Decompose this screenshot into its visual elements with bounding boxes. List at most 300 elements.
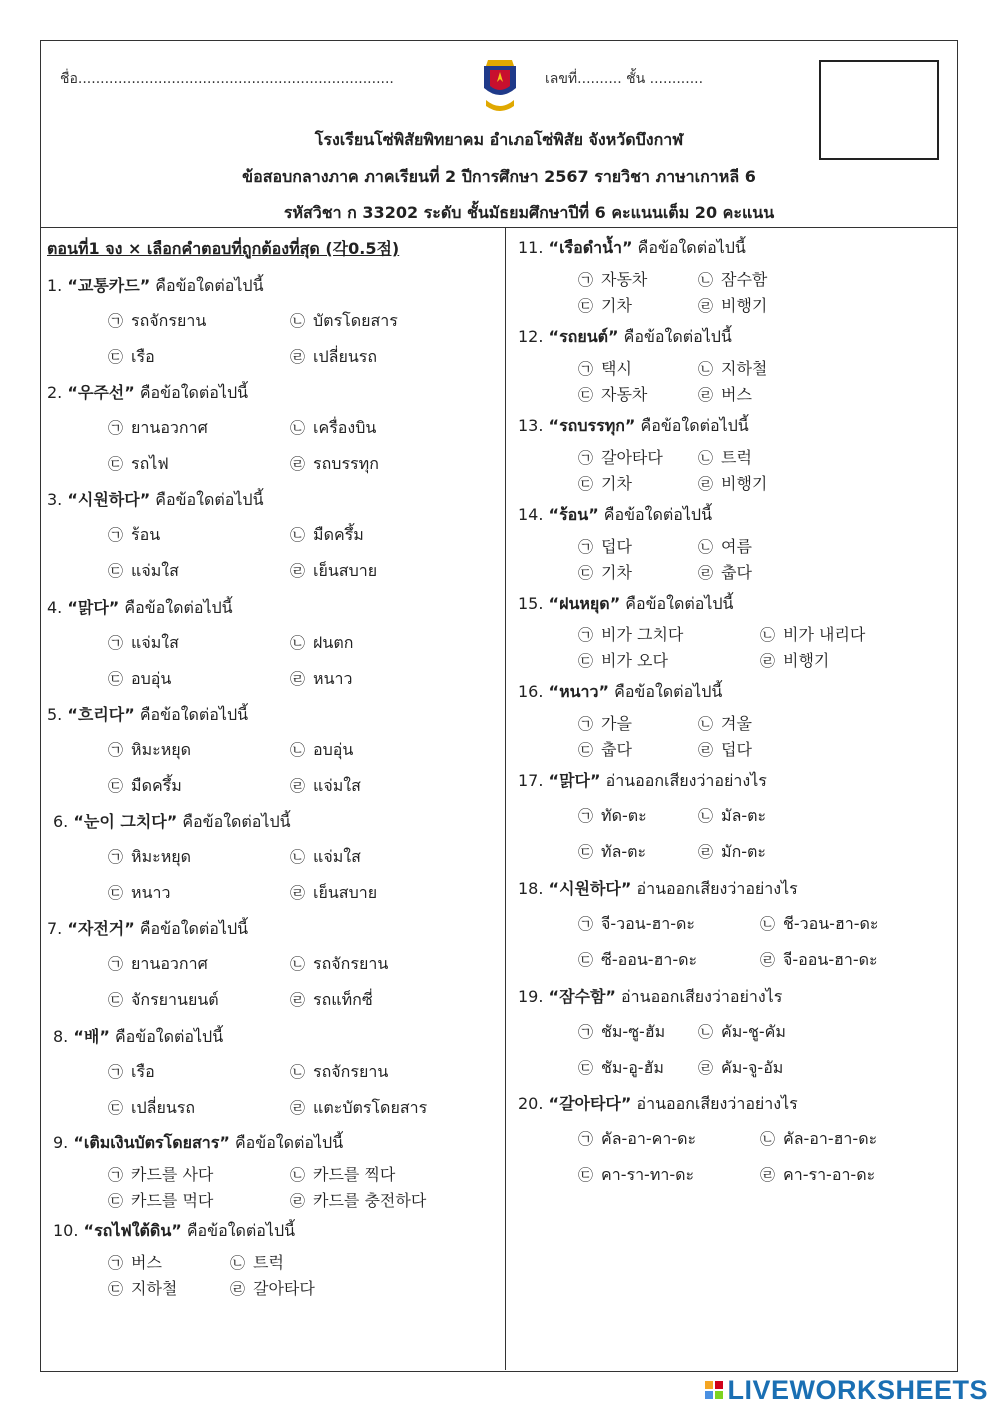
question-18-option-1[interactable]	[578, 912, 695, 937]
question-11-option-4[interactable]	[698, 293, 767, 316]
option-text: มืดครึ้ม	[313, 525, 364, 544]
question-19-option-3[interactable]	[578, 1056, 664, 1081]
option-text: แจ่มใส	[313, 776, 361, 795]
question-13-option-3[interactable]	[578, 471, 632, 494]
option-marker: ㉣	[290, 1192, 306, 1210]
question-term: “หนาว”	[548, 682, 610, 701]
question-number: 19.	[518, 987, 544, 1006]
option-text: รถไฟ	[131, 454, 169, 473]
question-prompt: คือข้อใดต่อไปนี้	[134, 705, 249, 724]
question-prompt: คือข้อใดต่อไปนี้	[181, 1221, 296, 1240]
question-7-option-1[interactable]	[108, 952, 208, 977]
question-20	[518, 1091, 798, 1117]
option-marker: ㉣	[698, 386, 714, 404]
option-marker: ㉠	[108, 1166, 124, 1184]
question-10-option-2[interactable]	[230, 1250, 284, 1273]
question-20-option-2[interactable]	[760, 1127, 877, 1152]
option-text: 덥다	[721, 740, 752, 759]
option-marker: ㉢	[578, 475, 594, 493]
option-text: ชี-วอน-ฮา-ดะ	[783, 914, 879, 933]
question-prompt: อ่านออกเสียงว่าอย่างไร	[615, 987, 783, 1006]
option-marker: ㉢	[578, 564, 594, 582]
option-text: 잠수함	[721, 270, 768, 289]
question-1-option-1[interactable]	[108, 309, 206, 334]
option-marker: ㉡	[698, 538, 714, 556]
question-15-option-4[interactable]	[760, 648, 829, 671]
option-text: 카드를 먹다	[131, 1191, 214, 1210]
option-text: 자동차	[601, 270, 648, 289]
option-text: จี-วอน-ฮา-ดะ	[601, 914, 695, 933]
question-15-option-2[interactable]	[760, 622, 865, 645]
question-4-option-1[interactable]	[108, 631, 179, 656]
section-title: ตอนที่1 จง × เลือกคำตอบที่ถูกต้องที่สุด (각0.5점)	[47, 239, 400, 258]
question-5-option-3[interactable]	[108, 774, 182, 799]
option-marker: ㉡	[698, 271, 714, 289]
question-prompt: คือข้อใดต่อไปนี้	[598, 505, 713, 524]
option-marker: ㉠	[108, 526, 124, 544]
question-9-option-1[interactable]	[108, 1162, 213, 1185]
question-9-option-3[interactable]	[108, 1188, 213, 1211]
liveworksheets-brand: LIVEWORKSHEETS	[727, 1374, 988, 1405]
question-8-option-2[interactable]	[290, 1060, 388, 1085]
question-term: “맑다”	[548, 771, 601, 790]
question-1-option-4[interactable]	[290, 345, 377, 370]
option-text: 춥다	[721, 563, 752, 582]
option-marker: ㉢	[108, 991, 124, 1009]
option-text: ทัด-ตะ	[601, 806, 647, 825]
option-text: 지하철	[721, 359, 768, 378]
option-marker: ㉡	[290, 1166, 306, 1184]
option-marker: ㉡	[290, 955, 306, 973]
option-marker: ㉢	[108, 777, 124, 795]
question-prompt: คือข้อใดต่อไปนี้	[632, 238, 746, 257]
option-text: 비행기	[721, 474, 768, 493]
option-text: เปลี่ยนรถ	[313, 347, 378, 366]
option-marker: ㉡	[760, 915, 776, 933]
exam-title: ข้อสอบกลางภาค ภาคเรียนที่ 2 ปีการศึกษา 2567 รายวิชา ภาษาเกาหลี 6	[242, 167, 756, 186]
option-text: 버스	[721, 385, 752, 404]
option-text: แจ่มใส	[131, 633, 179, 652]
option-marker: ㉠	[578, 715, 594, 733]
question-13-option-1[interactable]	[578, 445, 663, 468]
option-text: 카드를 찍다	[313, 1165, 396, 1184]
question-13	[518, 414, 749, 439]
question-9-option-4[interactable]	[290, 1188, 426, 1211]
option-marker: ㉣	[290, 348, 306, 366]
question-14-option-2[interactable]	[698, 534, 752, 557]
option-text: 카드를 사다	[131, 1165, 214, 1184]
column-divider	[505, 228, 506, 1370]
question-6-option-3[interactable]	[108, 881, 170, 906]
option-text: 카드를 충전하다	[313, 1191, 427, 1210]
question-14-option-4[interactable]	[698, 560, 752, 583]
question-number: 16.	[518, 682, 544, 701]
option-text: อบอุ่น	[131, 669, 172, 688]
question-15	[518, 592, 734, 617]
school-title: โรงเรียนโซ่พิสัยพิทยาคม อำเภอโซ่พิสัย จังหวัดบึงกาฬ	[314, 130, 684, 149]
option-text: 자동차	[601, 385, 648, 404]
question-prompt: คือข้อใดต่อไปนี้	[177, 812, 291, 831]
question-term: “갈아타다”	[548, 1094, 632, 1113]
question-10	[53, 1219, 295, 1244]
option-text: รถจักรยาน	[131, 311, 207, 330]
question-18-option-2[interactable]	[760, 912, 878, 937]
question-10-option-1[interactable]	[108, 1250, 162, 1273]
question-term: “รถไฟใต้ดิน”	[83, 1221, 182, 1240]
question-2-option-1[interactable]	[108, 416, 208, 441]
question-7-option-3[interactable]	[108, 988, 219, 1013]
option-text: 비가 그치다	[601, 625, 684, 644]
question-number: 8.	[53, 1027, 69, 1046]
question-14-option-1[interactable]	[578, 534, 632, 557]
option-marker: ㉢	[108, 348, 124, 366]
question-prompt: คือข้อใดต่อไปนี้	[119, 598, 233, 617]
option-marker: ㉢	[108, 562, 124, 580]
option-text: ร้อน	[131, 525, 161, 544]
option-text: หิมะหยุด	[131, 740, 192, 759]
option-text: 기차	[601, 296, 632, 315]
option-marker: ㉢	[108, 1192, 124, 1210]
question-prompt: คือข้อใดต่อไปนี้	[150, 490, 264, 509]
question-2-option-4[interactable]	[290, 452, 379, 477]
question-number: 10.	[53, 1221, 79, 1240]
option-text: รถบรรทุก	[313, 454, 379, 473]
option-text: จักรยานยนต์	[131, 990, 219, 1009]
question-number: 9.	[53, 1133, 69, 1152]
question-5-option-2[interactable]	[290, 738, 353, 763]
option-marker: ㉢	[578, 1166, 594, 1184]
question-13-option-4[interactable]	[698, 471, 767, 494]
question-term: “시원하다”	[548, 879, 632, 898]
question-3-option-3[interactable]	[108, 559, 179, 584]
question-17-option-4[interactable]	[698, 840, 766, 865]
question-prompt: อ่านออกเสียงว่าอย่างไร	[631, 879, 798, 898]
question-prompt: คือข้อใดต่อไปนี้	[134, 383, 249, 402]
option-marker: ㉡	[290, 526, 306, 544]
option-text: คัม-จู-อัม	[721, 1058, 784, 1077]
student-name-line: ชื่อ.......................................................................	[60, 71, 394, 87]
option-text: คัล-อา-คา-ดะ	[601, 1129, 697, 1148]
question-term: “เรือดำน้ำ”	[548, 238, 633, 257]
option-marker: ㉣	[698, 843, 714, 861]
question-prompt: คือข้อใดต่อไปนี้	[618, 327, 732, 346]
option-marker: ㉡	[290, 312, 306, 330]
question-number: 15.	[518, 594, 544, 613]
question-9-option-2[interactable]	[290, 1162, 395, 1185]
option-marker: ㉠	[108, 741, 124, 759]
question-16-option-1[interactable]	[578, 711, 632, 734]
question-number: 2.	[47, 383, 63, 402]
question-18	[518, 876, 798, 902]
option-marker: ㉣	[290, 455, 306, 473]
question-11-option-3[interactable]	[578, 293, 632, 316]
option-text: 춥다	[601, 740, 632, 759]
option-marker: ㉠	[108, 1254, 124, 1272]
option-text: ยานอวกาศ	[131, 954, 208, 973]
question-prompt: อ่านออกเสียงว่าอย่างไร	[600, 771, 767, 790]
option-text: คัล-อา-ฮา-ดะ	[783, 1129, 878, 1148]
option-marker: ㉣	[290, 991, 306, 1009]
option-text: 겨울	[721, 714, 752, 733]
header-divider	[40, 227, 958, 228]
question-19-option-2[interactable]	[698, 1020, 786, 1045]
question-11-option-1[interactable]	[578, 267, 647, 290]
question-term: “흐리다”	[67, 705, 135, 724]
question-term: “맑다”	[67, 598, 120, 617]
option-marker: ㉢	[108, 1099, 124, 1117]
option-text: มัก-ตะ	[721, 842, 767, 861]
option-marker: ㉡	[760, 1130, 776, 1148]
liveworksheets-logo	[705, 1374, 988, 1406]
question-5-option-4[interactable]	[290, 774, 361, 799]
question-term: “ร้อน”	[548, 505, 599, 524]
question-prompt: อ่านออกเสียงว่าอย่างไร	[631, 1094, 798, 1113]
question-number: 4.	[47, 598, 63, 617]
question-14	[518, 503, 712, 528]
question-12-option-3[interactable]	[578, 382, 647, 405]
option-marker: ㉣	[698, 1059, 714, 1077]
question-18-option-3[interactable]	[578, 948, 697, 973]
question-6-option-4[interactable]	[290, 881, 377, 906]
question-13-option-2[interactable]	[698, 445, 752, 468]
option-text: เย็นสบาย	[313, 883, 378, 902]
school-logo-icon	[478, 58, 522, 116]
option-text: รถแท็กซี่	[313, 990, 373, 1009]
question-16-option-4[interactable]	[698, 737, 752, 760]
question-16	[518, 680, 722, 705]
option-marker: ㉠	[108, 634, 124, 652]
question-4	[47, 595, 233, 621]
question-number: 17.	[518, 771, 544, 790]
question-3-option-1[interactable]	[108, 523, 160, 548]
option-marker: ㉠	[578, 360, 594, 378]
option-marker: ㉢	[108, 1280, 124, 1298]
question-20-option-3[interactable]	[578, 1163, 694, 1188]
option-marker: ㉣	[760, 652, 776, 670]
question-3	[47, 487, 264, 513]
question-17-option-1[interactable]	[578, 804, 647, 829]
option-marker: ㉣	[698, 297, 714, 315]
option-text: มืดครึ้ม	[131, 776, 182, 795]
question-term: “시원하다”	[67, 490, 151, 509]
question-2	[47, 380, 248, 406]
question-16-option-3[interactable]	[578, 737, 632, 760]
option-marker: ㉡	[290, 419, 306, 437]
option-text: คา-รา-ทา-ดะ	[601, 1165, 695, 1184]
option-text: เปลี่ยนรถ	[131, 1098, 196, 1117]
question-17-option-3[interactable]	[578, 840, 646, 865]
option-marker: ㉢	[578, 652, 594, 670]
question-1-option-3[interactable]	[108, 345, 155, 370]
question-term: “배”	[73, 1027, 110, 1046]
question-4-option-2[interactable]	[290, 631, 353, 656]
question-14-option-3[interactable]	[578, 560, 632, 583]
option-marker: ㉡	[698, 449, 714, 467]
question-17-option-2[interactable]	[698, 804, 766, 829]
question-19-option-4[interactable]	[698, 1056, 783, 1081]
question-9	[53, 1131, 343, 1156]
question-12-option-2[interactable]	[698, 356, 767, 379]
question-12-option-1[interactable]	[578, 356, 632, 379]
question-number: 11.	[518, 238, 544, 257]
question-number: 1.	[47, 276, 63, 295]
option-marker: ㉠	[578, 915, 594, 933]
question-3-option-4[interactable]	[290, 559, 377, 584]
option-marker: ㉣	[290, 1099, 306, 1117]
option-text: แตะบัตรโดยสาร	[313, 1098, 428, 1117]
question-number: 3.	[47, 490, 63, 509]
option-text: แจ่มใส	[131, 561, 179, 580]
option-marker: ㉡	[290, 848, 306, 866]
option-marker: ㉠	[578, 807, 594, 825]
option-text: เรือ	[131, 347, 155, 366]
question-15-option-1[interactable]	[578, 622, 683, 645]
option-text: รถจักรยาน	[313, 954, 389, 973]
option-text: ฝนตก	[313, 633, 354, 652]
question-8-option-4[interactable]	[290, 1096, 427, 1121]
question-7-option-2[interactable]	[290, 952, 388, 977]
option-text: เครื่องบิน	[313, 418, 377, 437]
question-17	[518, 768, 767, 794]
question-term: “눈이 그치다”	[73, 812, 178, 831]
question-6-option-2[interactable]	[290, 845, 361, 870]
option-marker: ㉡	[290, 1063, 306, 1081]
question-4-option-4[interactable]	[290, 667, 352, 692]
option-text: คัม-ชู-คัม	[721, 1022, 786, 1041]
option-marker: ㉡	[290, 741, 306, 759]
question-prompt: คือข้อใดต่อไปนี้	[229, 1133, 344, 1152]
question-4-option-3[interactable]	[108, 667, 171, 692]
question-10-option-4[interactable]	[230, 1276, 315, 1299]
question-11	[518, 236, 746, 261]
option-marker: ㉡	[698, 715, 714, 733]
option-marker: ㉣	[230, 1280, 246, 1298]
option-marker: ㉠	[108, 848, 124, 866]
option-text: 트럭	[253, 1253, 284, 1272]
option-marker: ㉢	[108, 884, 124, 902]
option-text: 갈아타다	[253, 1279, 315, 1298]
question-number: 7.	[47, 919, 63, 938]
option-marker: ㉠	[578, 538, 594, 556]
option-marker: ㉡	[760, 626, 776, 644]
question-8-option-1[interactable]	[108, 1060, 155, 1085]
option-marker: ㉠	[578, 1130, 594, 1148]
question-prompt: คือข้อใดต่อไปนี้	[150, 276, 264, 295]
question-prompt: คือข้อใดต่อไปนี้	[620, 594, 734, 613]
option-marker: ㉢	[578, 741, 594, 759]
option-marker: ㉡	[698, 807, 714, 825]
question-10-option-3[interactable]	[108, 1276, 177, 1299]
subject-code: รหัสวิชา ก 33202 ระดับ ชั้นมัธยมศึกษาปีที่ 6 คะแนนเต็ม 20 คะแนน	[283, 203, 775, 222]
option-text: คา-รา-อา-ดะ	[783, 1165, 876, 1184]
option-text: หนาว	[313, 669, 353, 688]
option-text: 지하철	[131, 1279, 178, 1298]
question-term: “เติมเงินบัตรโดยสาร”	[73, 1133, 230, 1152]
student-number-line: เลขที่.......... ชั้น ............	[545, 71, 704, 87]
option-text: ยานอวกาศ	[131, 418, 208, 437]
question-3-option-2[interactable]	[290, 523, 364, 548]
option-text: 비가 오다	[601, 651, 668, 670]
question-term: “자전거”	[67, 919, 135, 938]
option-marker: ㉡	[698, 1023, 714, 1041]
question-prompt: คือข้อใดต่อไปนี้	[635, 416, 749, 435]
question-2-option-2[interactable]	[290, 416, 376, 441]
option-marker: ㉢	[108, 455, 124, 473]
option-text: 기차	[601, 563, 632, 582]
question-term: “우주선”	[67, 383, 135, 402]
question-7	[47, 916, 248, 942]
option-marker: ㉠	[578, 1023, 594, 1041]
question-6	[53, 809, 291, 835]
option-marker: ㉢	[108, 670, 124, 688]
option-marker: ㉢	[578, 843, 594, 861]
question-number: 13.	[518, 416, 544, 435]
option-text: 버스	[131, 1253, 162, 1272]
question-prompt: คือข้อใดต่อไปนี้	[109, 1027, 224, 1046]
question-1	[47, 273, 264, 299]
question-16-option-2[interactable]	[698, 711, 752, 734]
option-text: เรือ	[131, 1062, 155, 1081]
option-text: ทัล-ตะ	[601, 842, 647, 861]
question-number: 18.	[518, 879, 544, 898]
question-15-option-3[interactable]	[578, 648, 668, 671]
question-11-option-2[interactable]	[698, 267, 767, 290]
option-marker: ㉡	[230, 1254, 246, 1272]
question-number: 12.	[518, 327, 544, 346]
question-18-option-4[interactable]	[760, 948, 878, 973]
option-text: บัตรโดยสาร	[313, 311, 398, 330]
question-7-option-4[interactable]	[290, 988, 373, 1013]
option-marker: ㉣	[760, 1166, 776, 1184]
question-20-option-4[interactable]	[760, 1163, 875, 1188]
option-text: 기차	[601, 474, 632, 493]
option-marker: ㉠	[108, 419, 124, 437]
question-8-option-3[interactable]	[108, 1096, 195, 1121]
option-marker: ㉠	[108, 955, 124, 973]
option-marker: ㉠	[108, 312, 124, 330]
question-term: “รถยนต์”	[548, 327, 619, 346]
option-text: 트럭	[721, 448, 752, 467]
option-marker: ㉢	[578, 1059, 594, 1077]
option-text: 가을	[601, 714, 632, 733]
question-6-option-1[interactable]	[108, 845, 191, 870]
question-number: 14.	[518, 505, 544, 524]
option-text: 갈아타다	[601, 448, 663, 467]
question-2-option-3[interactable]	[108, 452, 169, 477]
option-marker: ㉣	[698, 475, 714, 493]
question-8	[53, 1024, 223, 1050]
option-marker: ㉢	[578, 386, 594, 404]
option-marker: ㉣	[290, 777, 306, 795]
option-text: 비행기	[721, 296, 768, 315]
option-marker: ㉠	[578, 449, 594, 467]
option-text: 비가 내리다	[783, 625, 866, 644]
option-text: เย็นสบาย	[313, 561, 378, 580]
question-5-option-1[interactable]	[108, 738, 191, 763]
option-marker: ㉠	[108, 1063, 124, 1081]
option-text: รถจักรยาน	[313, 1062, 389, 1081]
question-12-option-4[interactable]	[698, 382, 752, 405]
question-term: “잠수함”	[548, 987, 616, 1006]
option-marker: ㉡	[698, 360, 714, 378]
question-20-option-1[interactable]	[578, 1127, 696, 1152]
option-text: 여름	[721, 537, 752, 556]
question-19-option-1[interactable]	[578, 1020, 665, 1045]
question-prompt: คือข้อใดต่อไปนี้	[609, 682, 723, 701]
question-1-option-2[interactable]	[290, 309, 398, 334]
question-number: 5.	[47, 705, 63, 724]
option-text: ซี-ออน-ฮา-ดะ	[601, 950, 698, 969]
